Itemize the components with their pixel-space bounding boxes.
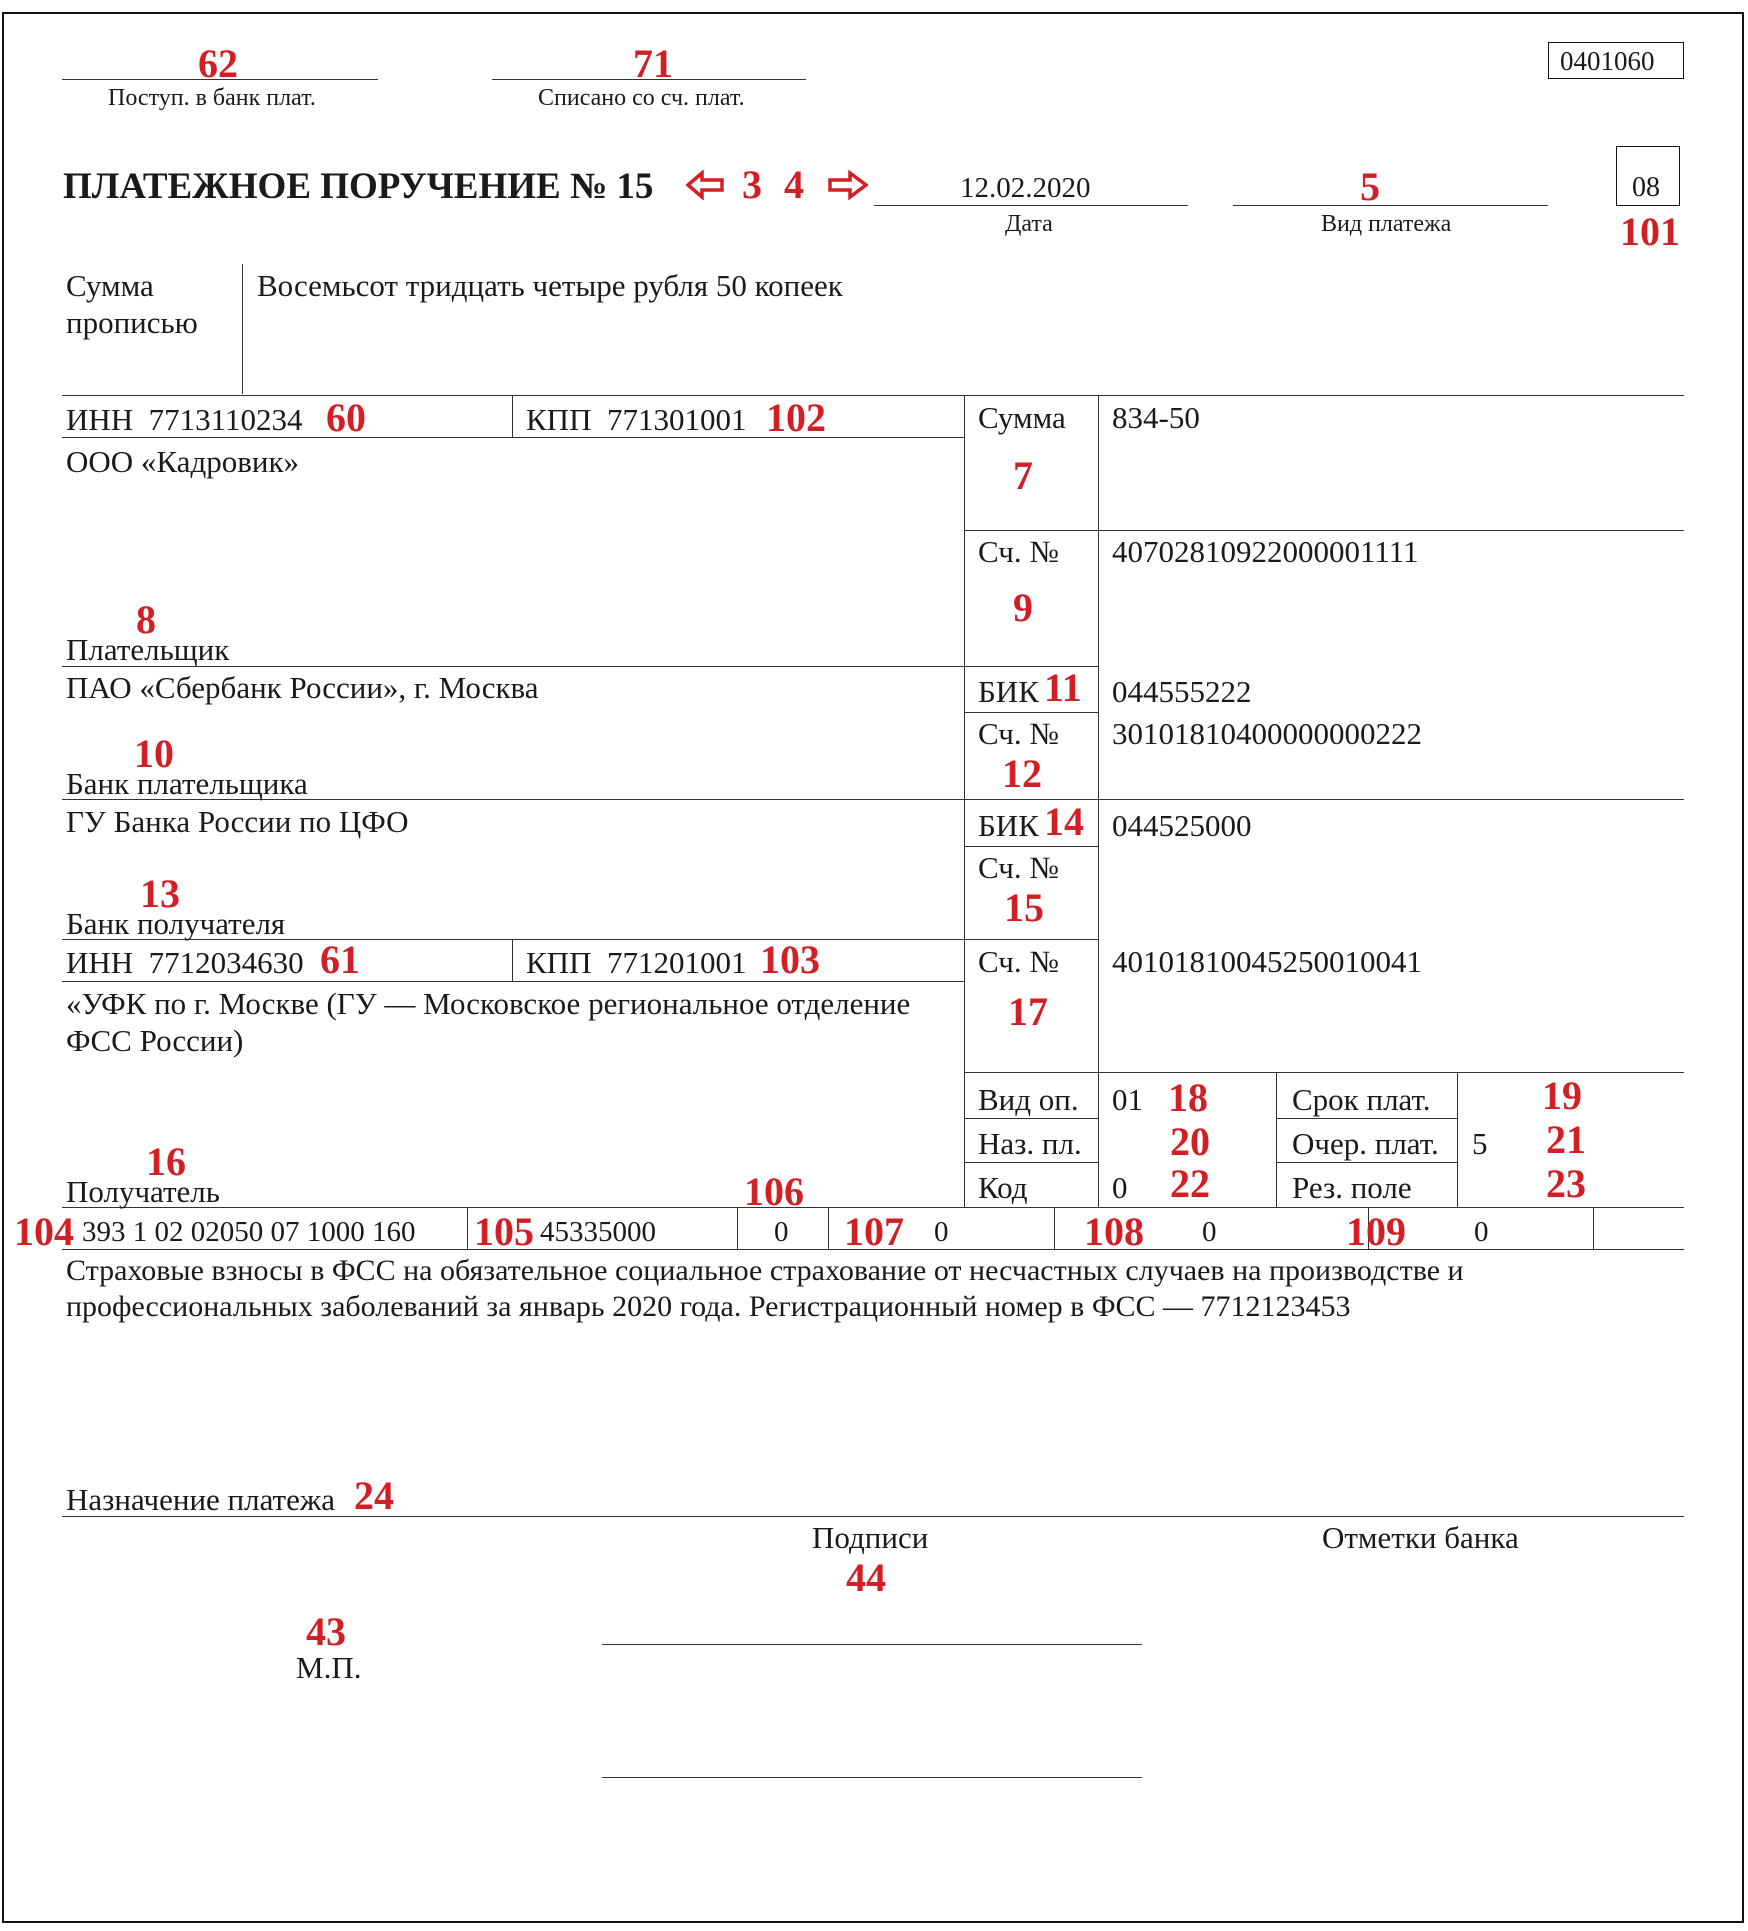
purpose-code-label: Наз. пл. (978, 1126, 1082, 1161)
payer-bik-value: 044555222 (1112, 674, 1252, 709)
field-106-value: 0 (774, 1216, 789, 1248)
marker-7: 7 (1013, 453, 1033, 498)
payer-name: ООО «Кадровик» (66, 444, 299, 479)
form-code: 0401060 (1560, 46, 1655, 76)
grid-line (62, 981, 964, 982)
recipient-name-line2: ФСС России) (66, 1023, 244, 1058)
grid-line (1054, 1207, 1055, 1249)
marker-3: 3 (742, 162, 762, 207)
marker-11: 11 (1044, 665, 1082, 710)
received-label: Поступ. в банк плат. (108, 85, 316, 111)
marker-43: 43 (306, 1609, 346, 1654)
grid-line (512, 395, 513, 437)
purpose-label: Назначение платежа (66, 1482, 336, 1517)
grid-line (512, 939, 513, 981)
marker-103: 103 (760, 937, 820, 982)
grid-line (1457, 1072, 1458, 1207)
grid-line (62, 437, 964, 438)
status-code: 08 (1632, 172, 1660, 203)
page-title: ПЛАТЕЖНОЕ ПОРУЧЕНИЕ № 15 (63, 166, 654, 207)
marker-15: 15 (1004, 885, 1044, 930)
reserve-label: Рез. поле (1292, 1170, 1412, 1205)
date-line (874, 205, 1188, 206)
sum-value: 834-50 (1112, 400, 1200, 435)
grid-line (964, 1118, 1098, 1119)
payer-bik-label: БИК (978, 674, 1039, 709)
recipient-bank-label: Банк получателя (66, 906, 286, 941)
payer-account-value: 40702810922000001111 (1112, 534, 1419, 569)
grid-line (737, 1207, 738, 1249)
marker-104: 104 (14, 1209, 74, 1254)
recipient-bank-account-label: Сч. № (978, 850, 1059, 885)
amount-words-label-2: прописью (66, 305, 198, 340)
field-105-value: 45335000 (540, 1216, 656, 1248)
recipient-inn: ИНН 7712034630 (66, 945, 304, 980)
grid-line (62, 1207, 1684, 1208)
recipient-bik-value: 044525000 (1112, 808, 1252, 843)
marker-107: 107 (844, 1209, 904, 1254)
date-value: 12.02.2020 (960, 172, 1091, 204)
payment-type-label: Вид платежа (1321, 211, 1452, 237)
marker-62: 62 (198, 41, 238, 86)
payer-bank-account-label: Сч. № (978, 716, 1059, 751)
op-type-value: 01 (1112, 1082, 1143, 1117)
grid-line (1276, 1162, 1457, 1163)
marker-17: 17 (1008, 989, 1048, 1034)
grid-line (1098, 395, 1099, 1207)
arrow-left-icon (686, 170, 724, 200)
recipient-kpp: КПП 771201001 (526, 945, 747, 980)
grid-line (964, 1162, 1098, 1163)
payer-account-label: Сч. № (978, 534, 1059, 569)
marker-24: 24 (354, 1473, 394, 1518)
marker-101: 101 (1620, 209, 1680, 254)
marker-10: 10 (134, 731, 174, 776)
marker-22: 22 (1170, 1161, 1210, 1206)
grid-line (1276, 1118, 1457, 1119)
term-label: Срок плат. (1292, 1082, 1431, 1117)
marker-23: 23 (1546, 1161, 1586, 1206)
field-104-value: 393 1 02 02050 07 1000 160 (82, 1216, 416, 1248)
marker-60: 60 (326, 395, 366, 440)
signatures-label: Подписи (812, 1520, 929, 1555)
order-label: Очер. плат. (1292, 1126, 1439, 1161)
marker-16: 16 (146, 1139, 186, 1184)
marker-61: 61 (320, 937, 360, 982)
marker-108: 108 (1084, 1209, 1144, 1254)
grid-line (1593, 1207, 1594, 1249)
amount-words-value: Восемьсот тридцать четыре рубля 50 копеек (257, 268, 843, 303)
payment-type-line (1233, 205, 1548, 206)
grid-line (1098, 530, 1684, 531)
marker-12: 12 (1002, 751, 1042, 796)
field-109-value: 0 (1474, 1216, 1489, 1248)
recipient-bik-label: БИК (978, 808, 1039, 843)
purpose-line2: профессиональных заболеваний за январь 2020 года. Регистрационный номер в ФСС — 7712123453 (66, 1290, 1351, 1323)
marker-19: 19 (1542, 1073, 1582, 1118)
stamp-label: М.П. (296, 1650, 362, 1685)
marker-14: 14 (1044, 799, 1084, 844)
code-value: 0 (1112, 1170, 1128, 1205)
amount-words-divider (242, 264, 243, 394)
marker-5: 5 (1360, 164, 1380, 209)
amount-words-label-1: Сумма (66, 268, 154, 303)
marker-8: 8 (136, 597, 156, 642)
grid-line (964, 395, 965, 1207)
recipient-account-value: 40101810045250010041 (1112, 944, 1422, 979)
grid-line (467, 1207, 468, 1249)
marker-13: 13 (140, 871, 180, 916)
bank-marks-label: Отметки банка (1322, 1520, 1519, 1555)
grid-line (964, 712, 1098, 713)
arrow-right-icon (828, 170, 868, 200)
grid-line (828, 1207, 829, 1249)
field-108-value: 0 (1202, 1216, 1217, 1248)
marker-109: 109 (1346, 1209, 1406, 1254)
payer-bank-account-value: 30101810400000000222 (1112, 716, 1422, 751)
op-type-label: Вид оп. (978, 1082, 1079, 1117)
signature-line-1 (602, 1644, 1142, 1645)
signature-line-2 (602, 1777, 1142, 1778)
payer-bank-name: ПАО «Сбербанк России», г. Москва (66, 670, 539, 705)
payer-label: Плательщик (66, 632, 230, 667)
grid-line (1276, 1072, 1277, 1207)
field-107-value: 0 (934, 1216, 949, 1248)
order-value: 5 (1472, 1126, 1488, 1161)
marker-44: 44 (846, 1555, 886, 1600)
debited-label: Списано со сч. плат. (538, 85, 745, 111)
recipient-account-label: Сч. № (978, 944, 1059, 979)
grid-line (964, 530, 1098, 531)
code-label: Код (978, 1170, 1028, 1205)
marker-4: 4 (784, 162, 804, 207)
recipient-bank-name: ГУ Банка России по ЦФО (66, 804, 409, 839)
date-label: Дата (1005, 211, 1053, 237)
grid-line (62, 395, 1684, 396)
payer-bank-label: Банк плательщика (66, 766, 308, 801)
sum-label: Сумма (978, 400, 1066, 435)
marker-20: 20 (1170, 1119, 1210, 1164)
grid-line (964, 846, 1098, 847)
marker-102: 102 (766, 395, 826, 440)
payer-inn: ИНН 7713110234 (66, 402, 303, 437)
marker-106: 106 (744, 1169, 804, 1214)
marker-21: 21 (1546, 1117, 1586, 1162)
marker-71: 71 (633, 41, 673, 86)
purpose-line1: Страховые взносы в ФСС на обязательное социальное страхование от несчастных случаев на производстве и (66, 1254, 1464, 1287)
marker-105: 105 (474, 1209, 534, 1254)
marker-18: 18 (1168, 1075, 1208, 1120)
payer-kpp: КПП 771301001 (526, 402, 747, 437)
recipient-label: Получатель (66, 1174, 220, 1209)
marker-9: 9 (1013, 585, 1033, 630)
recipient-name-line1: «УФК по г. Москве (ГУ — Московское региональное отделение (66, 986, 911, 1021)
